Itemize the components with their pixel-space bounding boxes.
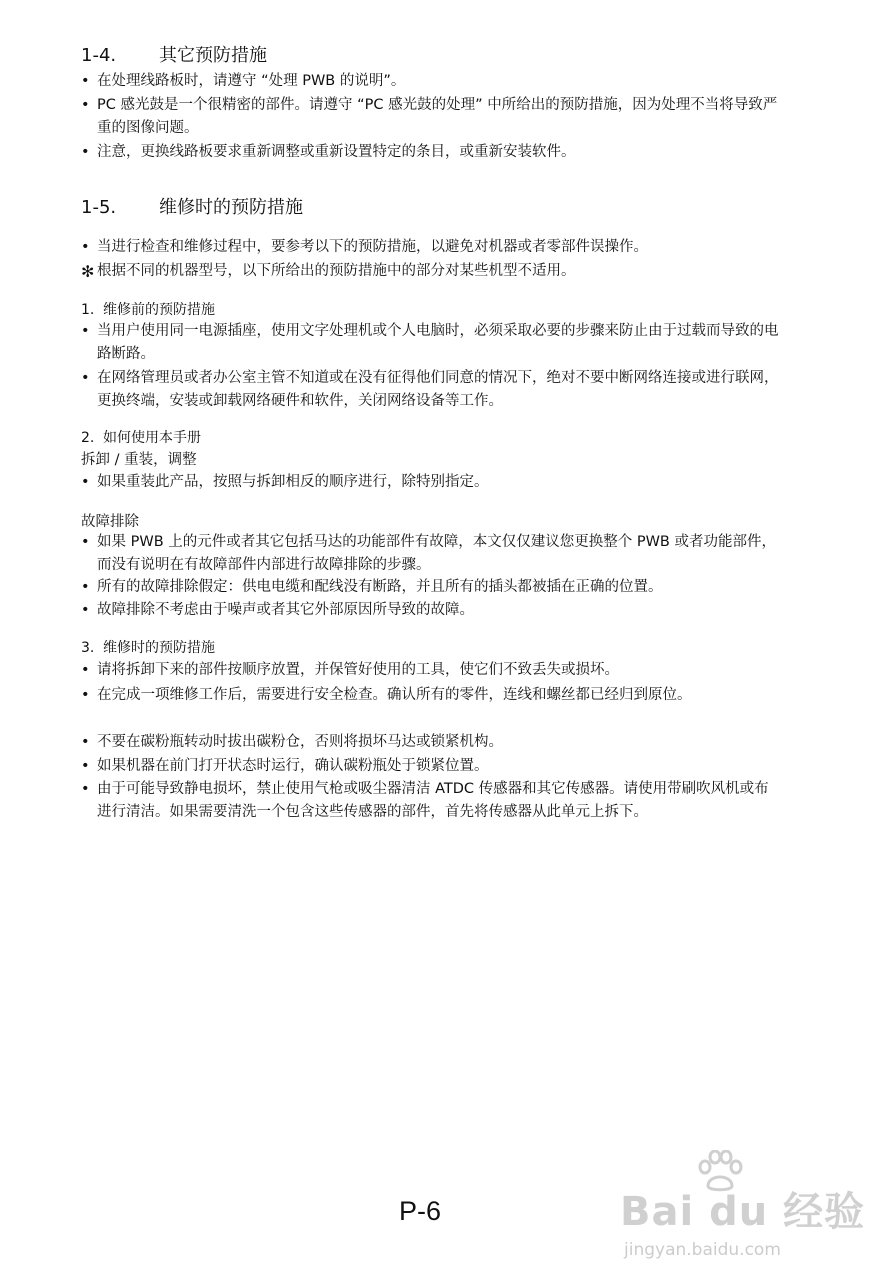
- list-item-text: 所有的故障排除假定：供电电缆和配线没有断路，并且所有的插头都被插在正确的位置。: [97, 579, 663, 595]
- list-item: [81, 778, 781, 824]
- list-item-text: 不要在碳粉瓶转动时拔出碳粉仓，否则将损坏马达或锁紧机构。: [97, 734, 503, 750]
- list-item: [81, 471, 781, 494]
- note-item: [81, 260, 781, 283]
- bullet-icon: •: [81, 474, 90, 490]
- group-heading: 故障排除: [81, 514, 139, 530]
- subsection-3-heading: [81, 638, 215, 658]
- bullet-icon: •: [81, 323, 90, 339]
- baidu-jingyan-watermark: [620, 1150, 866, 1268]
- group-heading: 拆卸 / 重装，调整: [81, 452, 197, 468]
- bullet-icon: •: [81, 781, 90, 797]
- bullet-icon: •: [81, 662, 90, 678]
- list-item: [81, 684, 781, 707]
- section-number: 1-5.: [81, 197, 117, 218]
- subsection-number: 2.: [81, 430, 95, 446]
- list-item: [81, 367, 781, 413]
- list-item: [81, 659, 781, 682]
- list-item: [81, 755, 781, 778]
- bullet-icon: •: [81, 239, 90, 255]
- section-1-5-heading: [81, 197, 303, 219]
- list-item: [81, 599, 781, 622]
- list-item-text: 在处理线路板时，请遵守 “处理 PWB 的说明”。: [97, 73, 406, 89]
- list-item-text: 由于可能导致静电损坏，禁止使用气枪或吸尘器清洁 ATDC 传感器和其它传感器。请使用带刷吹风机或布进行清洁。如果需要清洗一个包含这些传感器的部件，首先将传感器从此单元上拆下。: [97, 781, 769, 820]
- list-item: [81, 70, 781, 93]
- subsection-2-heading: [81, 428, 201, 448]
- bullet-icon: •: [81, 758, 90, 774]
- subsection-number: 3.: [81, 640, 95, 656]
- watermark-logo: Bai du 经验: [620, 1189, 866, 1235]
- list-item: [81, 531, 781, 577]
- list-item-text: 如果机器在前门打开状态时运行，确认碳粉瓶处于锁紧位置。: [97, 758, 489, 774]
- bullet-icon: •: [81, 73, 90, 89]
- bullet-icon: •: [81, 534, 90, 550]
- list-item-text: 故障排除不考虑由于噪声或者其它外部原因所导致的故障。: [97, 602, 474, 618]
- section-1-4-heading: [81, 45, 267, 67]
- list-item-text: 注意，更换线路板要求重新调整或重新设置特定的条目，或重新安装软件。: [97, 144, 576, 160]
- list-item-text: 如果重装此产品，按照与拆卸相反的顺序进行，除特别指定。: [97, 474, 489, 490]
- subsection-title: 维修时的预防措施: [103, 640, 215, 656]
- list-item-text: 在完成一项维修工作后，需要进行安全检查。确认所有的零件，连线和螺丝都已经归到原位。: [97, 687, 692, 703]
- list-item: [81, 731, 781, 754]
- list-item: [81, 236, 781, 259]
- list-item-text: 当进行检查和维修过程中，要参考以下的预防措施，以避免对机器或者零部件误操作。: [97, 239, 648, 255]
- bullet-icon: •: [81, 144, 90, 160]
- list-item: [81, 94, 781, 140]
- section-title: 维修时的预防措施: [159, 197, 303, 218]
- list-item-text: 当用户使用同一电源插座，使用文字处理机或个人电脑时，必须采取必要的步骤来防止由于过载而导致的电路断路。: [97, 323, 779, 362]
- list-item-text: PC 感光鼓是一个很精密的部件。请遵守 “PC 感光鼓的处理” 中所给出的预防措施，因为处理不当将导致严重的图像问题。: [97, 97, 778, 136]
- bullet-icon: •: [81, 97, 90, 113]
- bullet-icon: •: [81, 734, 90, 750]
- subsection-number: 1.: [81, 302, 95, 318]
- section-title: 其它预防措施: [159, 45, 267, 66]
- subsection-title: 如何使用本手册: [103, 430, 201, 446]
- page-number: P-6: [399, 1196, 442, 1226]
- section-number: 1-4.: [81, 45, 117, 66]
- list-item-text: 请将拆卸下来的部件按顺序放置，并保管好使用的工具，使它们不致丢失或损坏。: [97, 662, 619, 678]
- subsection-1-heading: [81, 300, 215, 320]
- list-item: [81, 141, 781, 164]
- bullet-icon: •: [81, 687, 90, 703]
- bullet-icon: •: [81, 579, 90, 595]
- list-item: [81, 320, 781, 366]
- watermark-url: jingyan.baidu.com: [624, 1240, 781, 1260]
- bullet-icon: •: [81, 370, 90, 386]
- list-item: [81, 576, 781, 599]
- subsection-title: 维修前的预防措施: [103, 302, 215, 318]
- list-item-text: 在网络管理员或者办公室主管不知道或在没有征得他们同意的情况下，绝对不要中断网络连接或进行联网，更换终端，安装或卸载网络硬件和软件，关闭网络设备等工作。: [97, 370, 779, 409]
- note-text: 根据不同的机器型号，以下所给出的预防措施中的部分对某些机型不适用。: [97, 263, 576, 279]
- list-item-text: 如果 PWB 上的元件或者其它包括马达的功能部件有故障，本文仅仅建议您更换整个 PWB 或者功能部件，而没有说明在有故障部件内部进行故障排除的步骤。: [97, 534, 776, 573]
- bullet-icon: •: [81, 602, 90, 618]
- asterisk-icon: ✻: [81, 262, 95, 281]
